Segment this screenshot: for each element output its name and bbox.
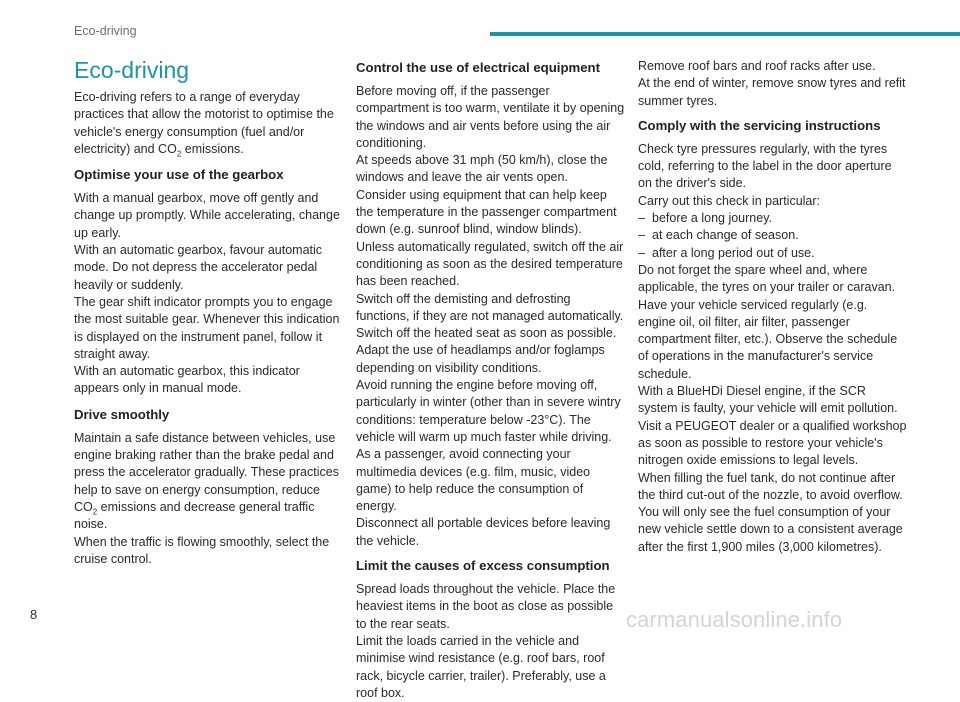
heading-excess-consumption: Limit the causes of excess consumption: [356, 558, 610, 574]
header-accent-bar: [490, 32, 960, 36]
servicing-text: Check tyre pressures regularly, with the tyres cold, referring to the label in the door aperture on the driver's side. Carry out this check in particular: – before a long journey. – at each change of season. – after a long period out of use. Do not forget the spare wheel and, where applicable, the tyres on your trailer or caravan. Have your vehicle serviced regularly (e.g. engine oil, oil filter, air filter, passenger compartment filter, etc.). Observe the schedule of operations in the manufacturer's service schedule. With a BlueHDi Diesel engine, if the SCR system is faulty, your vehicle will emit pollution. Visit a PEUGEOT dealer or a qualified workshop as soon as possible to restore your vehicle's nitrogen oxide emissions to legal levels. When filling the fuel tank, do not continue after the third cut-out of the nozzle, to avoid overflow. You will only see the fuel consumption of your new vehicle settle down to a consistent average after the first 1,900 miles (3,000 kilometres).: [638, 141, 907, 554]
page-title: Eco-driving: [74, 57, 190, 83]
heading-electrical-equipment: Control the use of electrical equipment: [356, 60, 601, 75]
column-left: [74, 52, 344, 568]
drive-smoothly-text: Maintain a safe distance between vehicles, use engine braking rather than the brake pedal and press the accelerator gradually. These practices help to save on energy consumption, reduce $CO_2$ emissions and decrease general traffic noise. When the traffic is flowing smoothly, select the cruise control.: [74, 430, 339, 566]
list-item: – before a long journey.: [638, 211, 772, 226]
intro-paragraph: Eco-driving refers to a range of everyday practices that allow the motorist to optimise the vehicle's energy consumption (fuel and/or electricity) and $CO_2$ emissions.: [74, 90, 334, 159]
watermark: carmanualsonline.info: [626, 607, 843, 632]
column-middle: [356, 52, 626, 702]
gearbox-text: With a manual gearbox, move off gently and change up promptly. While accelerating, change up early. With an automatic gearbox, favour automatic mode. Do not depress the accelerator pedal heavily or suddenly. The gear shift indicator prompts you to engage the most suitable gear. Whenever this indication is displayed on the instrument panel, follow it straight away. With an automatic gearbox, this indicator appears only in manual mode.: [74, 191, 340, 396]
electrical-equipment-text: Before moving off, if the passenger compartment is too warm, ventilate it by opening the windows and air vents before using the air conditioning. At speeds above 31 mph (50 km/h), close the windows and leave the air vents open. Consider using equipment that can help keep the temperature in the passenger compartment down (e.g. sunroof blind, window blinds). Unless automatically regulated, switch off the air conditioning as soon as the desired temperature has been reached. Switch off the demisting and defrosting functions, if they are not managed automatically. Switch off the heated seat as soon as possible. Adapt the use of headlamps and/or foglamps depending on visibility conditions. Avoid running the engine before moving off, particularly in winter (other than in severe wintry conditions: temperature below -23°C). The vehicle will warm up much faster while driving. As a passenger, avoid connecting your multimedia devices (e.g. film, music, video game) to help reduce the consumption of energy. Disconnect all portable devices before leaving the vehicle.: [356, 84, 625, 548]
excess-consumption-text: Spread loads throughout the vehicle. Place the heaviest items in the boot as close as possible to the rear seats. Limit the loads carried in the vehicle and minimise wind resistance (e.g. roof bars, roof rack, bicycle carrier, trailer). Preferably, use a roof box.: [356, 582, 616, 700]
page-number: 8: [30, 607, 38, 622]
heading-gearbox: Optimise your use of the gearbox: [74, 167, 284, 183]
column-right: [638, 52, 908, 556]
heading-drive-smoothly: Drive smoothly: [74, 406, 170, 422]
list-item: – after a long period out of use.: [638, 245, 815, 260]
list-item: – at each change of season.: [638, 228, 799, 243]
heading-servicing: Comply with the servicing instructions: [638, 117, 881, 133]
header-section-label: Eco-driving: [74, 24, 137, 38]
excess-consumption-text-continued: Remove roof bars and roof racks after use. At the end of winter, remove snow tyres and refit summer tyres.: [638, 59, 906, 108]
